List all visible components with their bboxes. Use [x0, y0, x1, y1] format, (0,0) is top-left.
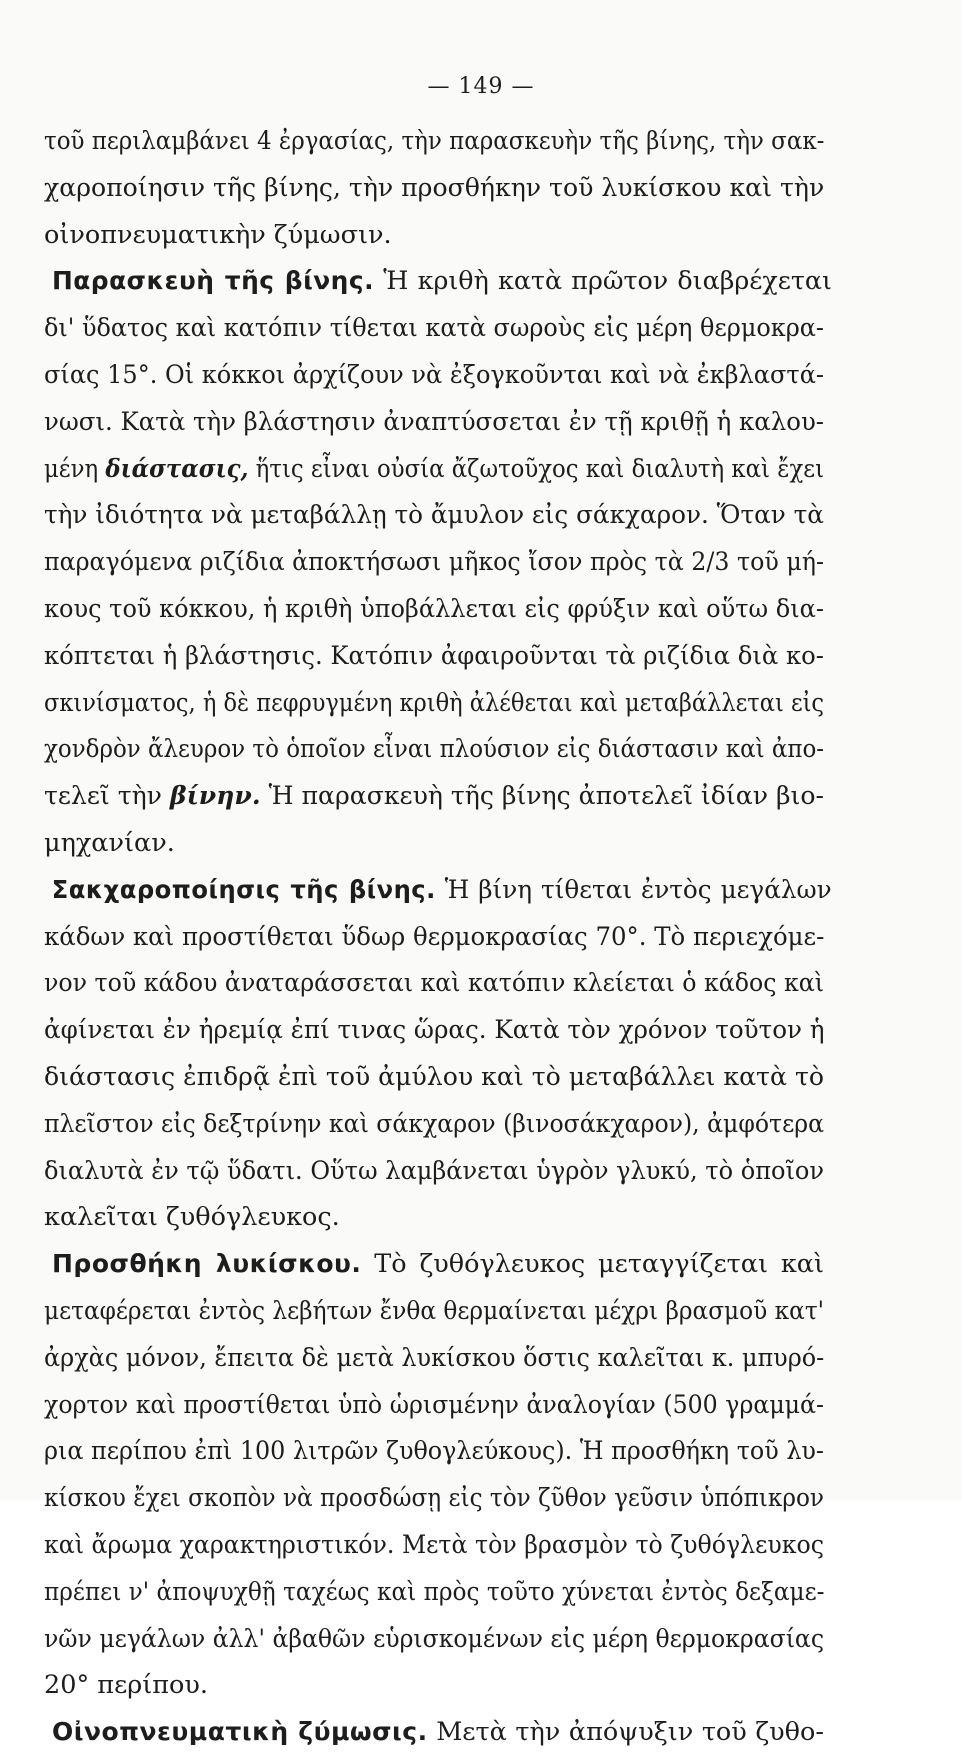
- text-line: χονδρὸν ἄλευρον τὸ ὁποῖον εἶναι πλούσιον εἰς διάστασιν καὶ ἀπο-: [44, 734, 825, 765]
- text-line: δι' ὕδατος καὶ κατόπιν τίθεται κατὰ σωροὺς εἰς μέρη θερμοκρα-: [44, 313, 824, 344]
- text-line: σκινίσματος, ἡ δὲ πεφρυγμένη κριθὴ ἀλέθεται καὶ μεταβάλλεται εἰς: [44, 687, 825, 718]
- paragraph-first-line: [44, 867, 832, 914]
- text-line: διαλυτὰ ἐν τῷ ὕδατι. Οὕτω λαμβάνεται ὑγρὸν γλυκύ, τὸ ὁποῖον: [44, 1155, 825, 1186]
- text-line: νῶν μεγάλων ἀλλ' ἀβαθῶν εὑρισκομένων εἰς μέρη θερμοκρασίας: [44, 1623, 825, 1654]
- text-run: τελεῖ τὴν: [44, 781, 170, 812]
- text-line: κάδων καὶ προστίθεται ὕδωρ θερμοκρασίας 70°. Τὸ περιεχόμε-: [44, 921, 825, 952]
- text-line: μηχανίαν.: [44, 827, 175, 858]
- text-line: [44, 446, 824, 493]
- text-run: Τὸ ζυθόγλευκος μεταγγίζεται καὶ: [374, 1249, 824, 1280]
- text-line: χορτον καὶ προστίθεται ὑπὸ ὡρισμένην ἀναλογίαν (500 γραμμά-: [44, 1389, 825, 1420]
- text-line: μεταφέρεται ἐντὸς λεβήτων ἔνθα θερμαίνεται μέχρι βρασμοῦ κατ': [44, 1295, 825, 1326]
- text-line: πρέπει ν' ἀποψυχθῇ ταχέως καὶ πρὸς τοῦτο χύνεται ἐντὸς δεξαμε-: [44, 1576, 825, 1607]
- section-heading: Σακχαροποίησις τῆς βίνης.: [51, 874, 436, 904]
- text-line: χαροποίησιν τῆς βίνης, τὴν προσθήκην τοῦ λυκίσκου καὶ τὴν: [44, 172, 825, 203]
- page-number: — 149 —: [427, 74, 535, 99]
- text-line: κους τοῦ κόκκου, ἡ κριθὴ ὑποβάλλεται εἰς φρύξιν καὶ οὕτω δια-: [44, 593, 824, 624]
- text-line: οἰνοπνευματικὴν ζύμωσιν.: [44, 219, 392, 250]
- paragraph-first-line: [44, 1241, 824, 1288]
- text-run: Ἡ κριθὴ κατὰ πρῶτον διαβρέχεται: [383, 266, 832, 297]
- section-heading: Προσθήκη λυκίσκου.: [52, 1249, 362, 1279]
- text-line: πλεῖστον εἰς δεξτρίνην καὶ σάκχαρον (βινοσάκχαρον), ἀμφότερα: [44, 1108, 825, 1139]
- text-line: τὴν ἰδιότητα νὰ μεταβάλλῃ τὸ ἄμυλον εἰς σάκχαρον. Ὅταν τὰ: [44, 500, 824, 531]
- text-line: τοῦ περιλαμβάνει 4 ἐργασίας, τὴν παρασκευὴν τῆς βίνης, τὴν σακ-: [44, 126, 825, 156]
- text-line: νον τοῦ κάδου ἀναταράσσεται καὶ κατόπιν κλείεται ὁ κάδος καὶ: [44, 968, 825, 999]
- text-line: 20° περίπου.: [44, 1670, 208, 1701]
- text-run: Ἡ παρασκευὴ τῆς βίνης ἀποτελεῖ ἰδίαν βιο-: [260, 781, 824, 812]
- text-line: σίας 15°. Οἱ κόκκοι ἀρχίζουν νὰ ἐξογκοῦνται καὶ νὰ ἐκβλαστά-: [44, 359, 825, 390]
- text-line: καλεῖται ζυθόγλευκος.: [44, 1202, 340, 1233]
- section-heading: Οἰνοπνευματικὴ ζύμωσις.: [52, 1717, 428, 1747]
- text-line: ἀφίνεται ἐν ἠρεμίᾳ ἐπί τινας ὥρας. Κατὰ τὸν χρόνον τοῦτον ἡ: [44, 1015, 825, 1046]
- emphasized-term: βίνην.: [169, 781, 261, 812]
- emphasized-term: διάστασις,: [105, 453, 249, 484]
- text-run: Ἡ βίνη τίθεται ἐντὸς μεγάλων: [444, 874, 832, 905]
- body-text: [44, 118, 832, 1756]
- section-heading: Παρασκευὴ τῆς βίνης.: [51, 266, 375, 296]
- text-run: Μετὰ τὴν ἀπόψυξιν τοῦ ζυθο-: [436, 1717, 824, 1748]
- text-line: κόπτεται ἡ βλάστησις. Κατόπιν ἀφαιροῦνται τὰ ριζίδια διὰ κο-: [44, 640, 824, 671]
- text-line: νωσι. Κατὰ τὴν βλάστησιν ἀναπτύσσεται ἐν τῇ κριθῇ ἡ καλου-: [44, 406, 825, 437]
- text-line: κίσκου ἔχει σκοπὸν νὰ προσδώσῃ εἰς τὸν ζῦθον γεῦσιν ὑπόπικρον: [44, 1483, 824, 1514]
- text-line: ἀρχὰς μόνον, ἔπειτα δὲ μετὰ λυκίσκου ὅστις καλεῖται κ. μπυρό-: [44, 1342, 825, 1373]
- text-line: καὶ ἄρωμα χαρακτηριστικόν. Μετὰ τὸν βρασμὸν τὸ ζυθόγλευκος: [44, 1529, 825, 1560]
- text-line: [44, 773, 824, 820]
- text-line: ρια περίπου ἐπὶ 100 λιτρῶν ζυθογλεύκους). Ἡ προσθήκη τοῦ λυ-: [44, 1436, 824, 1467]
- paragraph-first-line: [44, 258, 832, 305]
- paragraph-first-line: [44, 1709, 824, 1756]
- text-line: παραγόμενα ριζίδια ἀποκτήσωσι μῆκος ἴσον πρὸς τὰ 2/3 τοῦ μή-: [44, 547, 825, 578]
- text-run: ἥτις εἶναι οὐσία ἄζωτοῦχος καὶ διαλυτὴ καὶ ἔχει: [248, 453, 825, 484]
- text-line: διάστασις ἐπιδρᾷ ἐπὶ τοῦ ἀμύλου καὶ τὸ μεταβάλλει κατὰ τὸ: [44, 1061, 825, 1092]
- text-run: μένη: [44, 453, 106, 484]
